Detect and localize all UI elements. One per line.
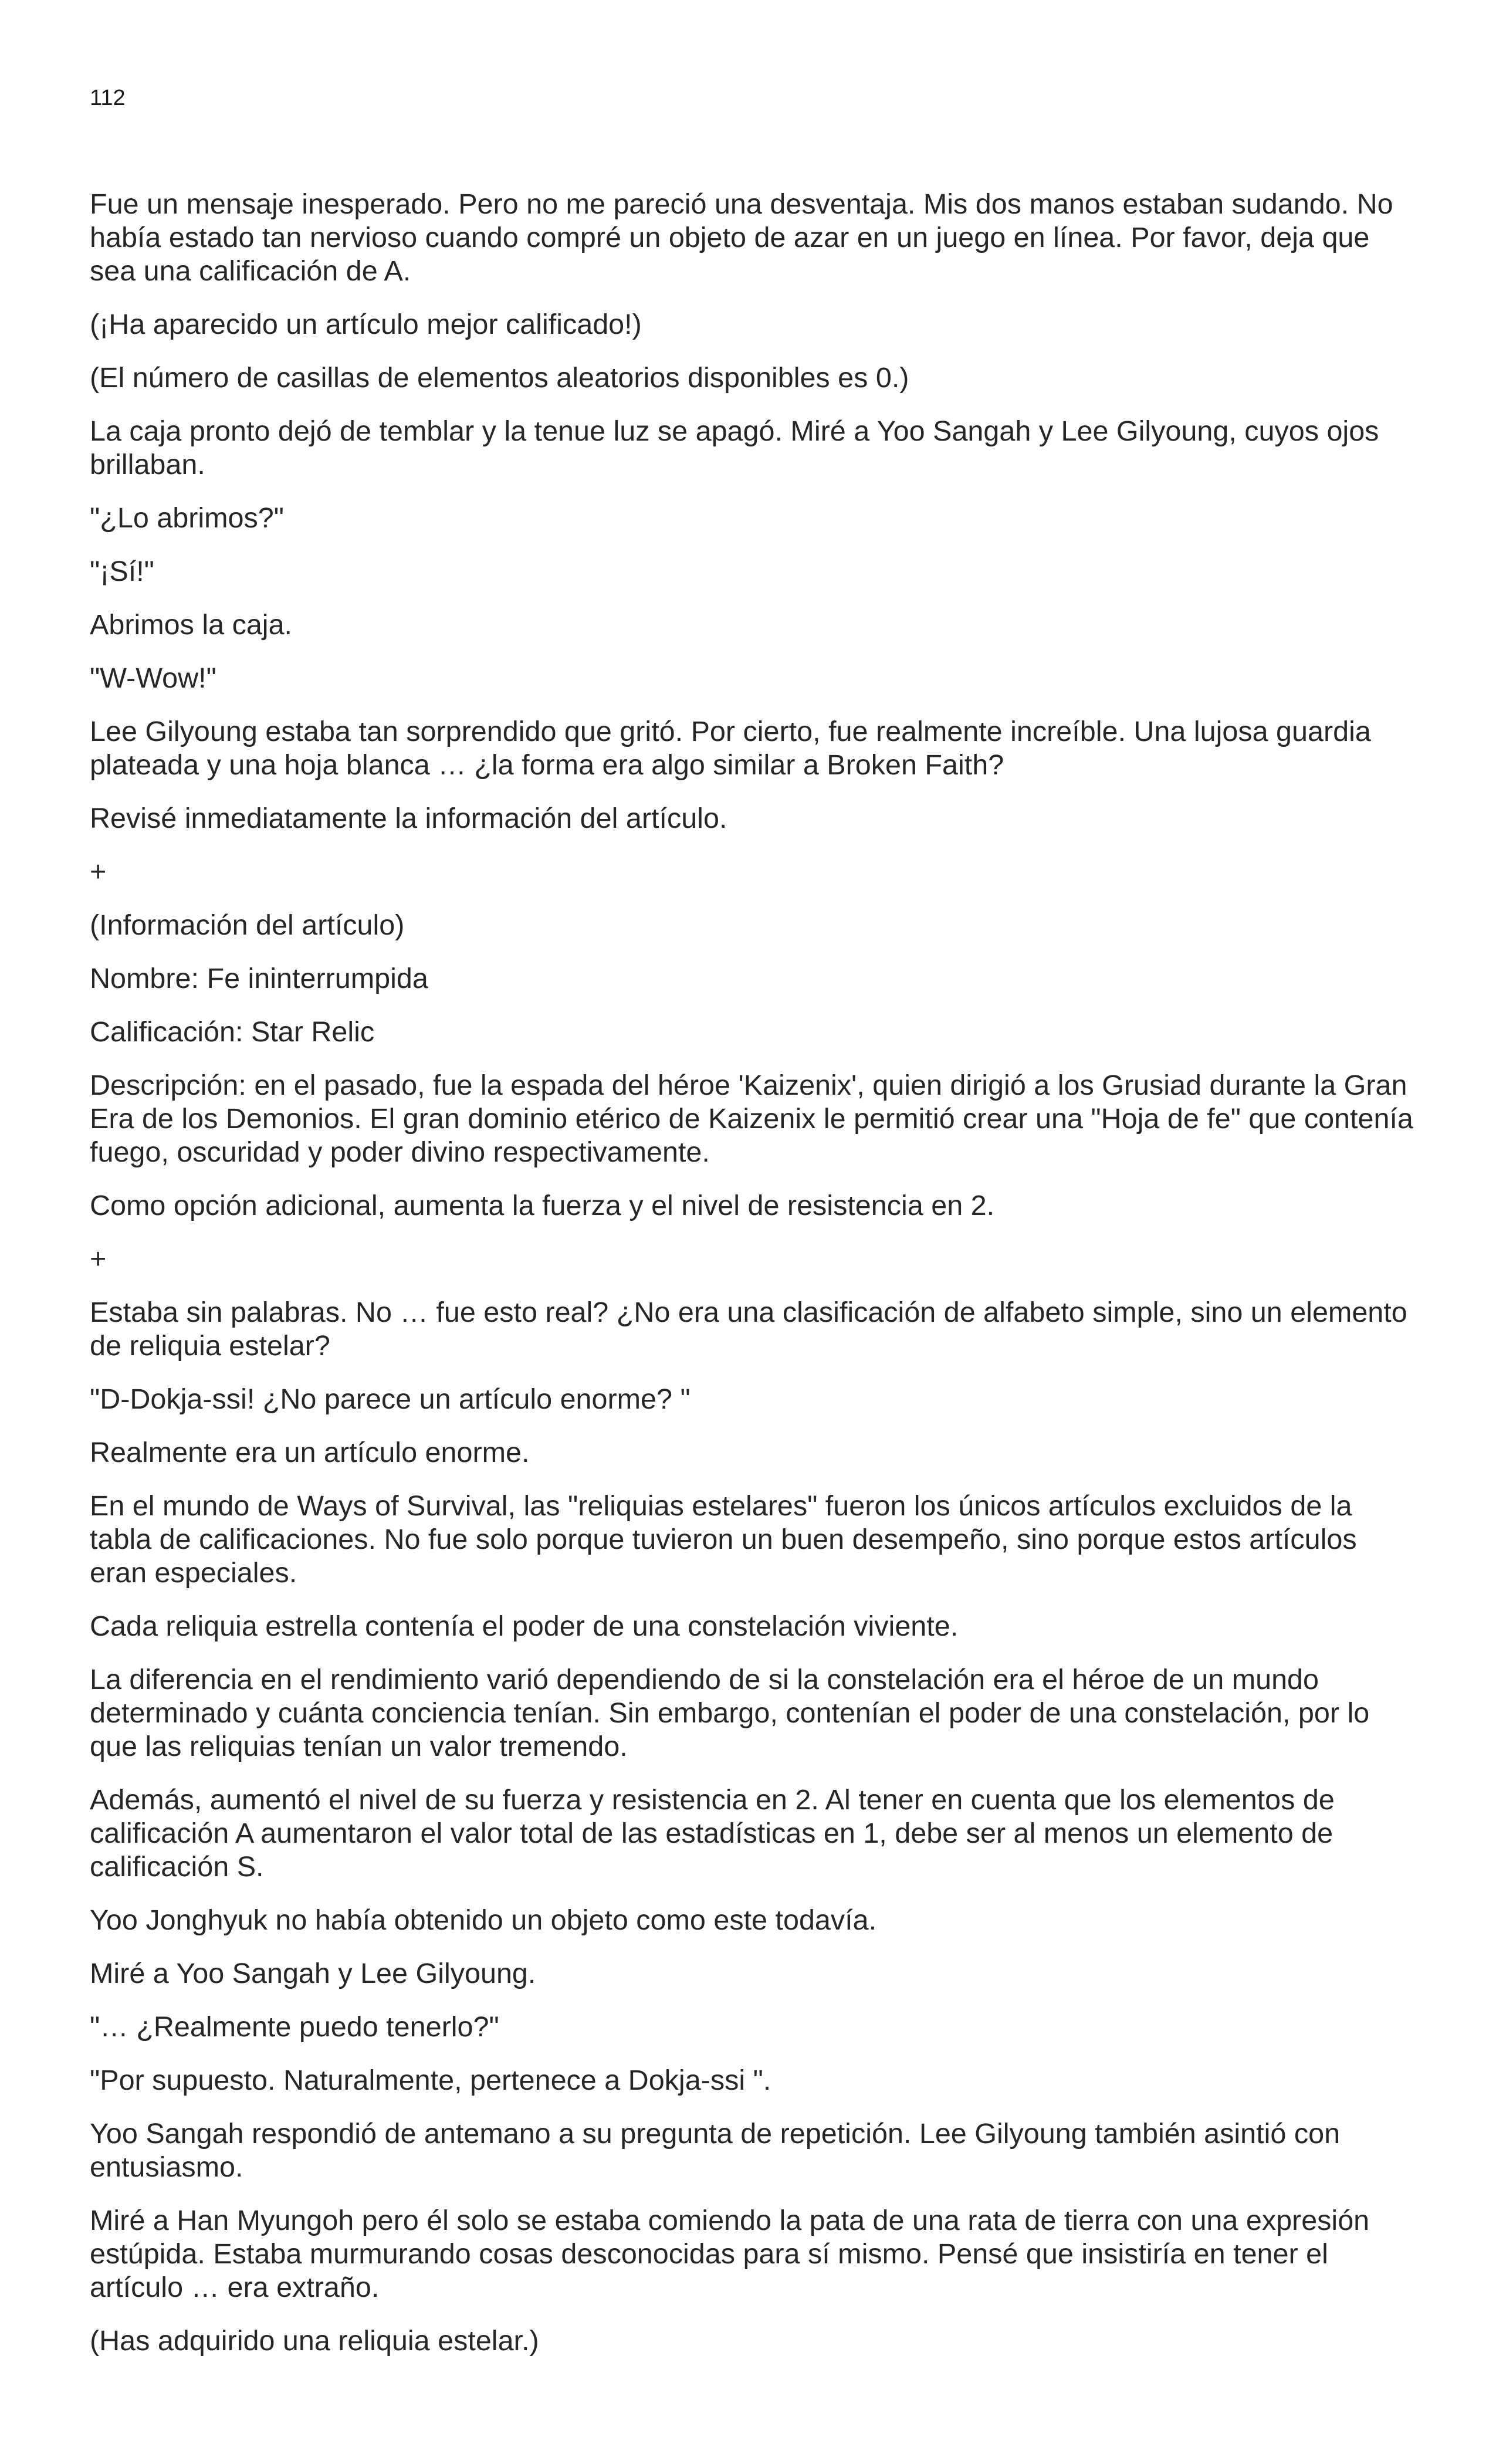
paragraph: Revisé inmediatamente la información del artículo. — [90, 803, 727, 834]
dialogue-line: "D-Dokja-ssi! ¿No parece un artículo enorme? " — [90, 1383, 691, 1415]
paragraph: Fue un mensaje inesperado. Pero no me pareció una desventaja. Mis dos manos estaban sudando. No había estado tan nervioso cuando compré un objeto de azar en un juego en línea. Por favor, deja que sea una calificación de A. — [90, 188, 1393, 287]
page-number: 112 — [90, 86, 126, 110]
paragraph: Yoo Sangah respondió de antemano a su pregunta de repetición. Lee Gilyoung también asintió con entusiasmo. — [90, 2118, 1341, 2183]
dialogue-line: "… ¿Realmente puedo tenerlo?" — [90, 2011, 499, 2043]
item-info-heading: (Información del artículo) — [90, 909, 405, 941]
paragraph: En el mundo de Ways of Survival, las "reliquias estelares" fueron los únicos artículos excluidos de la tabla de calificaciones. No fue solo porque tuvieron un buen desempeño, sino porque estos artículos eran especiales. — [90, 1490, 1357, 1589]
page-body — [90, 188, 1419, 2378]
paragraph: Estaba sin palabras. No … fue esto real? ¿No era una clasificación de alfabeto simple, sino un elemento de reliquia estelar? — [90, 1297, 1407, 1362]
system-message: (¡Ha aparecido un artículo mejor calificado!) — [90, 309, 642, 340]
dialogue-line: "¿Lo abrimos?" — [90, 502, 284, 534]
dialogue-line: "Por supuesto. Naturalmente, pertenece a Dokja-ssi ". — [90, 2064, 771, 2096]
section-divider: + — [90, 856, 107, 888]
paragraph: Miré a Yoo Sangah y Lee Gilyoung. — [90, 1958, 536, 1989]
item-name: Nombre: Fe ininterrumpida — [90, 963, 428, 994]
item-description: Descripción: en el pasado, fue la espada del héroe 'Kaizenix', quien dirigió a los Grusiad durante la Gran Era de los Demonios. El gran dominio etérico de Kaizenix le permitió crear una "Hoja de fe" que contenía fuego, oscuridad y poder divino respectivamente. — [90, 1069, 1413, 1168]
paragraph: Realmente era un artículo enorme. — [90, 1437, 530, 1468]
item-grade: Calificación: Star Relic — [90, 1016, 375, 1048]
system-message: (El número de casillas de elementos aleatorios disponibles es 0.) — [90, 362, 909, 394]
dialogue-line: "¡Sí!" — [90, 556, 154, 587]
paragraph: Lee Gilyoung estaba tan sorprendido que gritó. Por cierto, fue realmente increíble. Una lujosa guardia plateada y una hoja blanca … ¿la forma era algo similar a Broken Faith? — [90, 716, 1371, 781]
paragraph: La caja pronto dejó de temblar y la tenue luz se apagó. Miré a Yoo Sangah y Lee Gilyoung, cuyos ojos brillaban. — [90, 415, 1379, 480]
system-message: (Has adquirido una reliquia estelar.) — [90, 2325, 539, 2357]
dialogue-line: "W-Wow!" — [90, 662, 216, 694]
paragraph: Miré a Han Myungoh pero él solo se estaba comiendo la pata de una rata de tierra con una expresión estúpida. Estaba murmurando cosas desconocidas para sí mismo. Pensé que insistiría en tener el artículo … era extraño. — [90, 2205, 1370, 2303]
paragraph: Además, aumentó el nivel de su fuerza y resistencia en 2. Al tener en cuenta que los elementos de calificación A aumentaron el valor total de las estadísticas en 1, debe ser al menos un elemento de calificación S. — [90, 1784, 1335, 1883]
paragraph: Yoo Jonghyuk no había obtenido un objeto como este todavía. — [90, 1904, 877, 1936]
paragraph: Abrimos la caja. — [90, 609, 293, 641]
section-divider: + — [90, 1243, 107, 1275]
paragraph: La diferencia en el rendimiento varió dependiendo de si la constelación era el héroe de un mundo determinado y cuánta conciencia tenían. Sin embargo, contenían el poder de una constelación, por lo que las reliquias tenían un valor tremendo. — [90, 1664, 1370, 1762]
item-bonus: Como opción adicional, aumenta la fuerza y el nivel de resistencia en 2. — [90, 1190, 995, 1221]
paragraph: Cada reliquia estrella contenía el poder de una constelación viviente. — [90, 1610, 959, 1642]
